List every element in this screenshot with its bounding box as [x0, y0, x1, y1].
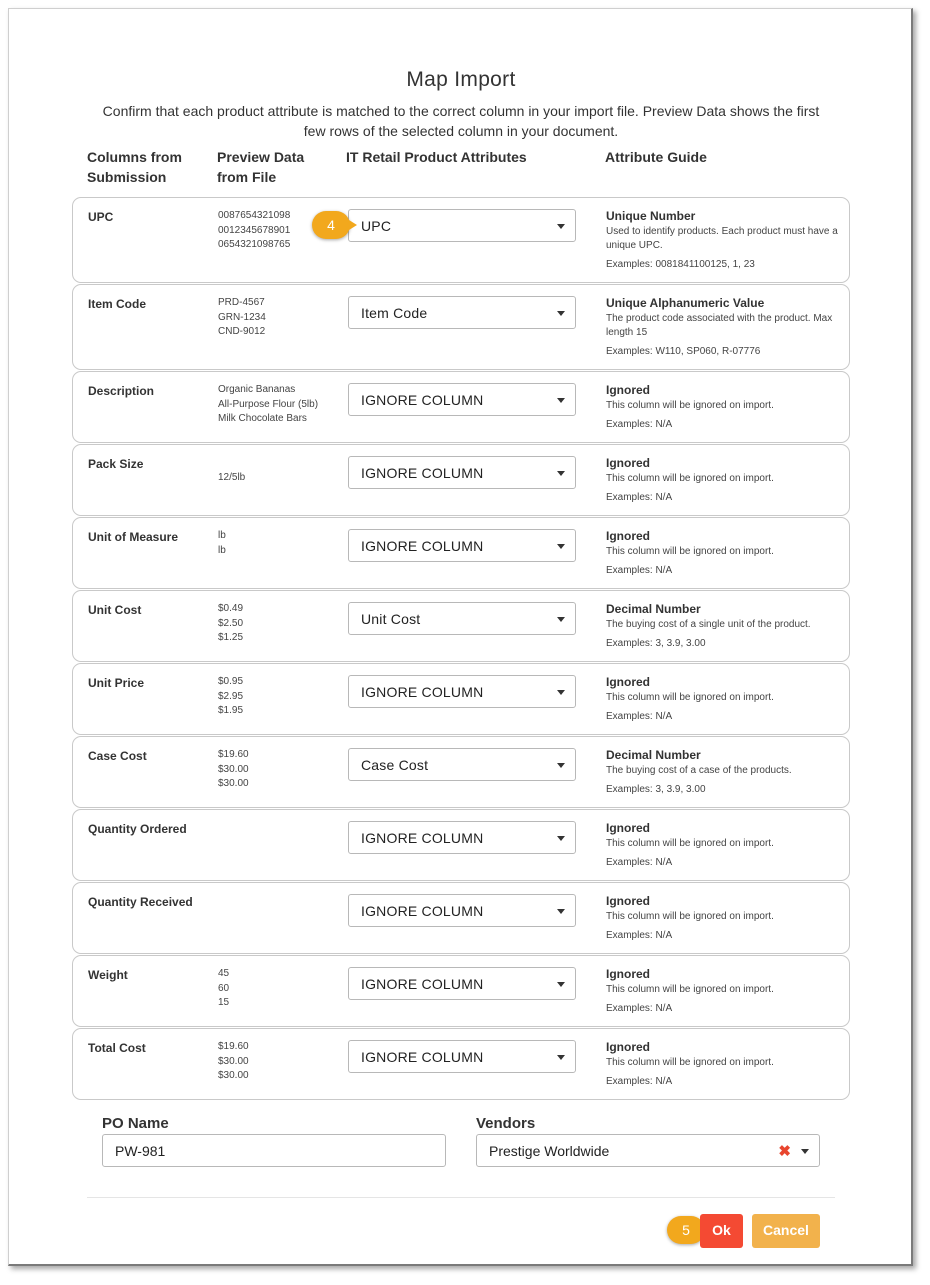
mapping-row [72, 197, 850, 283]
attribute-select[interactable]: IGNORE COLUMN [348, 1040, 576, 1073]
caret-down-icon[interactable] [801, 1149, 809, 1154]
preview-data: $0.49 $2.50 $1.25 [218, 603, 244, 643]
column-name: Quantity Received [88, 895, 193, 909]
po-name-input[interactable]: PW-981 [102, 1134, 446, 1167]
column-name: Unit Cost [88, 603, 142, 617]
attribute-guide: Ignored This column will be ignored on import. Examples: N/A [606, 821, 774, 868]
mapping-row [72, 444, 850, 516]
preview-data: lb lb [218, 530, 226, 556]
caret-down-icon [557, 398, 565, 403]
caret-down-icon [557, 836, 565, 841]
caret-down-icon [557, 909, 565, 914]
mapping-row [72, 371, 850, 443]
attribute-select[interactable]: IGNORE COLUMN [348, 894, 576, 927]
column-header-attributes: IT Retail Product Attributes [346, 149, 527, 165]
attribute-guide: Ignored This column will be ignored on import. Examples: N/A [606, 383, 774, 430]
mapping-row [72, 284, 850, 370]
column-name: Total Cost [88, 1041, 146, 1055]
mapping-row [72, 663, 850, 735]
caret-down-icon [557, 763, 565, 768]
column-name: Pack Size [88, 457, 144, 471]
column-name: Weight [88, 968, 128, 982]
x-icon[interactable]: ✖ [778, 1143, 791, 1160]
caret-down-icon [557, 311, 565, 316]
attribute-guide: Ignored This column will be ignored on import. Examples: N/A [606, 529, 774, 576]
mapping-row [72, 882, 850, 954]
preview-data: PRD-4567 GRN-1234 CND-9012 [218, 297, 266, 337]
attribute-select[interactable]: Case Cost [348, 748, 576, 781]
dialog-title: Map Import [406, 68, 516, 91]
column-header-submission: Columns from Submission [87, 149, 182, 185]
mapping-row [72, 590, 850, 662]
column-name: Case Cost [88, 749, 147, 763]
mapping-rows [72, 197, 850, 1101]
attribute-select[interactable]: IGNORE COLUMN [348, 675, 576, 708]
step-5-callout: 5 [667, 1216, 705, 1244]
attribute-guide: Unique Alphanumeric Value The product code associated with the product. Max length 15 Examples: W110, SP060, R-07776 [606, 296, 833, 357]
attribute-select[interactable]: IGNORE COLUMN [348, 383, 576, 416]
attribute-select[interactable]: IGNORE COLUMN [348, 529, 576, 562]
preview-data: $0.95 $2.95 $1.95 [218, 676, 244, 716]
vendors-select[interactable]: Prestige Worldwide ✖ [476, 1134, 820, 1167]
caret-down-icon [557, 617, 565, 622]
attribute-select[interactable]: Unit Cost [348, 602, 576, 635]
column-name: Quantity Ordered [88, 822, 187, 836]
preview-data: 12/5lb [218, 471, 246, 483]
caret-down-icon [557, 1055, 565, 1060]
column-name: Item Code [88, 297, 147, 311]
attribute-guide: Ignored This column will be ignored on import. Examples: N/A [606, 967, 774, 1014]
attribute-guide: Ignored This column will be ignored on import. Examples: N/A [606, 456, 774, 503]
column-name: UPC [88, 210, 114, 224]
mapping-row [72, 736, 850, 808]
footer-divider [87, 1197, 835, 1198]
attribute-guide: Ignored This column will be ignored on import. Examples: N/A [606, 1040, 774, 1087]
caret-down-icon [557, 544, 565, 549]
ok-button[interactable]: Ok [700, 1214, 743, 1248]
mapping-row [72, 1028, 850, 1100]
attribute-guide: Ignored This column will be ignored on import. Examples: N/A [606, 675, 774, 722]
column-name: Description [88, 384, 155, 398]
caret-down-icon [557, 471, 565, 476]
preview-data: $19.60 $30.00 $30.00 [218, 1041, 249, 1081]
attribute-select[interactable]: Item Code [348, 296, 576, 329]
po-name-label: PO Name [102, 1115, 169, 1132]
column-name: Unit of Measure [88, 530, 179, 544]
cancel-button[interactable]: Cancel [752, 1214, 820, 1248]
caret-down-icon [557, 982, 565, 987]
attribute-guide: Decimal Number The buying cost of a case of the products. Examples: 3, 3.9, 3.00 [606, 748, 792, 795]
mapping-row [72, 955, 850, 1027]
column-header-guide: Attribute Guide [605, 149, 707, 165]
attribute-guide: Unique Number Used to identify products. Each product must have a unique UPC. Examples: 0081841100125, 1, 23 [606, 209, 838, 270]
mapping-row [72, 517, 850, 589]
preview-data: 45 60 15 [218, 968, 230, 1008]
caret-down-icon [557, 224, 565, 229]
vendors-label: Vendors [476, 1115, 536, 1132]
column-name: Unit Price [88, 676, 145, 690]
preview-data: Organic Bananas All-Purpose Flour (5lb) Milk Chocolate Bars [218, 384, 319, 424]
attribute-select[interactable]: IGNORE COLUMN [348, 967, 576, 1000]
dialog-subtitle: Confirm that each product attribute is matched to the correct column in your import file. Preview Data shows the first few rows of the selected column in your document. [102, 103, 820, 139]
attribute-guide: Ignored This column will be ignored on import. Examples: N/A [606, 894, 774, 941]
step-4-callout: 4 [312, 211, 350, 239]
attribute-guide: Decimal Number The buying cost of a single unit of the product. Examples: 3, 3.9, 3.00 [606, 602, 811, 649]
attribute-select[interactable]: IGNORE COLUMN [348, 821, 576, 854]
attribute-select[interactable]: UPC [348, 209, 576, 242]
preview-data: $19.60 $30.00 $30.00 [218, 749, 249, 789]
mapping-row [72, 809, 850, 881]
column-header-preview: Preview Data from File [217, 149, 305, 185]
attribute-select[interactable]: IGNORE COLUMN [348, 456, 576, 489]
caret-down-icon [557, 690, 565, 695]
preview-data: 0087654321098 0012345678901 0654321098765 [218, 210, 291, 250]
